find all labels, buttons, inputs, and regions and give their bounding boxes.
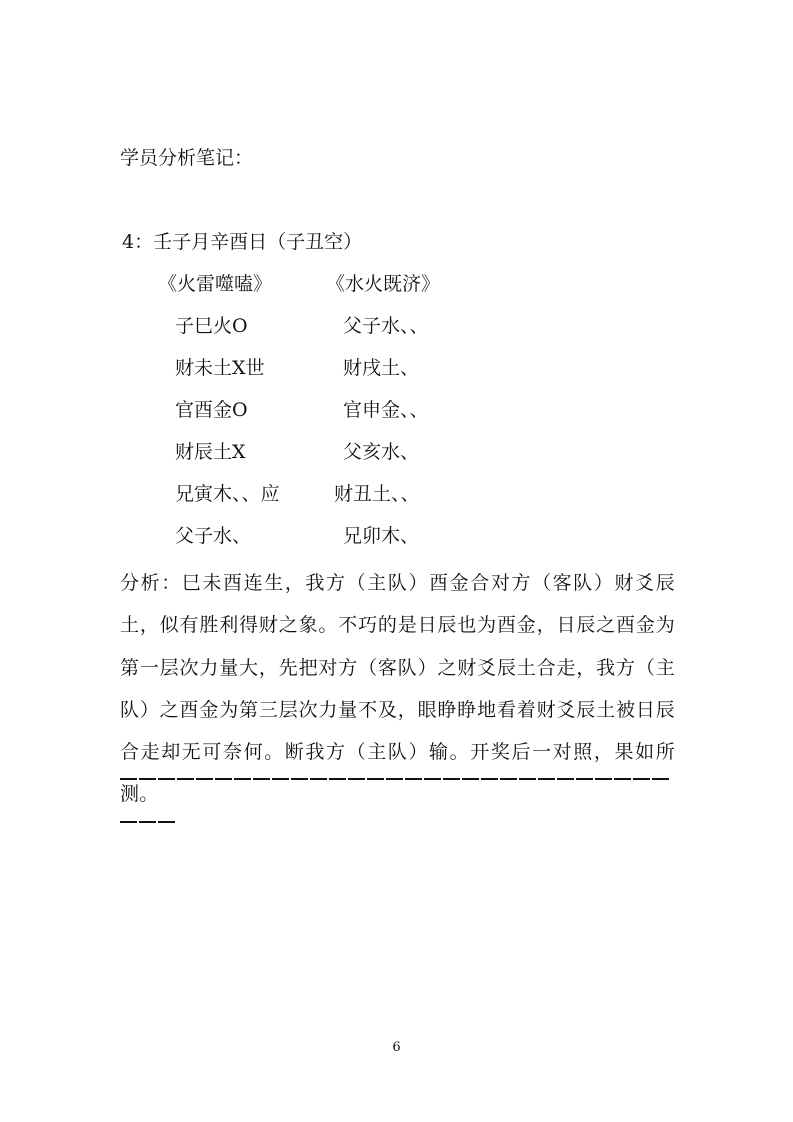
dash-segment (215, 778, 232, 780)
dash-segment (158, 821, 175, 823)
dash-segment (367, 778, 384, 780)
left-hexagram-title: 《火雷噬嗑》 (158, 273, 273, 295)
left-hexagram-line-2: 兄寅木、、应 (175, 483, 280, 505)
notes-heading: 学员分析笔记： (120, 147, 254, 169)
dash-segment (595, 778, 612, 780)
dashed-separator-continued (120, 821, 675, 825)
dash-segment (253, 778, 270, 780)
right-hexagram-line-6: 父子水、、 (343, 315, 429, 337)
right-hexagram-line-5: 财戌土、 (343, 357, 420, 379)
case-date-line: 4：壬子月辛酉日（子丑空） (122, 231, 363, 253)
analysis-paragraph: 分析：巳未酉连生，我方（主队）酉金合对方（客队）财爻辰土，似有胜利得财之象。不巧的是日辰也为酉金，日辰之酉金为第一层次力量大，先把对方（客队）之财爻辰土合走，我方（主队）之酉金为第三层次力量不及，眼睁睁地看着财爻辰土被日辰合走却无可奈何。断我方（主队）输。开奖后一对照，果如所测。 (120, 572, 675, 806)
dash-segment (272, 778, 289, 780)
dash-segment (614, 778, 631, 780)
dash-segment (633, 778, 650, 780)
dash-segment (481, 778, 498, 780)
dash-segment (652, 778, 669, 780)
right-hexagram-line-1: 兄卯木、 (343, 525, 420, 547)
dash-segment (177, 778, 194, 780)
left-hexagram-line-6: 子巳火O (175, 315, 248, 337)
right-hexagram-title: 《水火既济》 (326, 273, 441, 295)
right-hexagram-line-3: 父亥水、 (343, 441, 420, 463)
dash-segment (291, 778, 308, 780)
left-hexagram-line-1: 父子水、 (175, 525, 252, 547)
dash-segment (443, 778, 460, 780)
dashed-separator (120, 778, 675, 782)
dash-segment (424, 778, 441, 780)
dash-segment (348, 778, 365, 780)
dash-segment (576, 778, 593, 780)
dash-segment (557, 778, 574, 780)
left-hexagram-line-4: 官酉金O (175, 399, 248, 421)
page-number: 6 (392, 1040, 401, 1055)
dash-segment (500, 778, 517, 780)
right-hexagram-line-2: 财丑土、、 (334, 483, 420, 505)
dash-segment (234, 778, 251, 780)
right-hexagram (326, 272, 440, 296)
dash-segment (139, 821, 156, 823)
dash-segment (386, 778, 403, 780)
dash-segment (196, 778, 213, 780)
left-hexagram-line-5: 财未土X世 (175, 357, 265, 379)
dash-segment (405, 778, 422, 780)
dash-segment (462, 778, 479, 780)
left-hexagram (158, 272, 272, 296)
dash-segment (519, 778, 536, 780)
dash-segment (158, 778, 175, 780)
left-hexagram-line-3: 财辰土X (175, 441, 246, 463)
dash-segment (120, 821, 137, 823)
dash-segment (139, 778, 156, 780)
right-hexagram-line-4: 官申金、、 (343, 399, 429, 421)
dash-segment (329, 778, 346, 780)
dash-segment (310, 778, 327, 780)
dash-segment (538, 778, 555, 780)
dash-segment (120, 778, 137, 780)
